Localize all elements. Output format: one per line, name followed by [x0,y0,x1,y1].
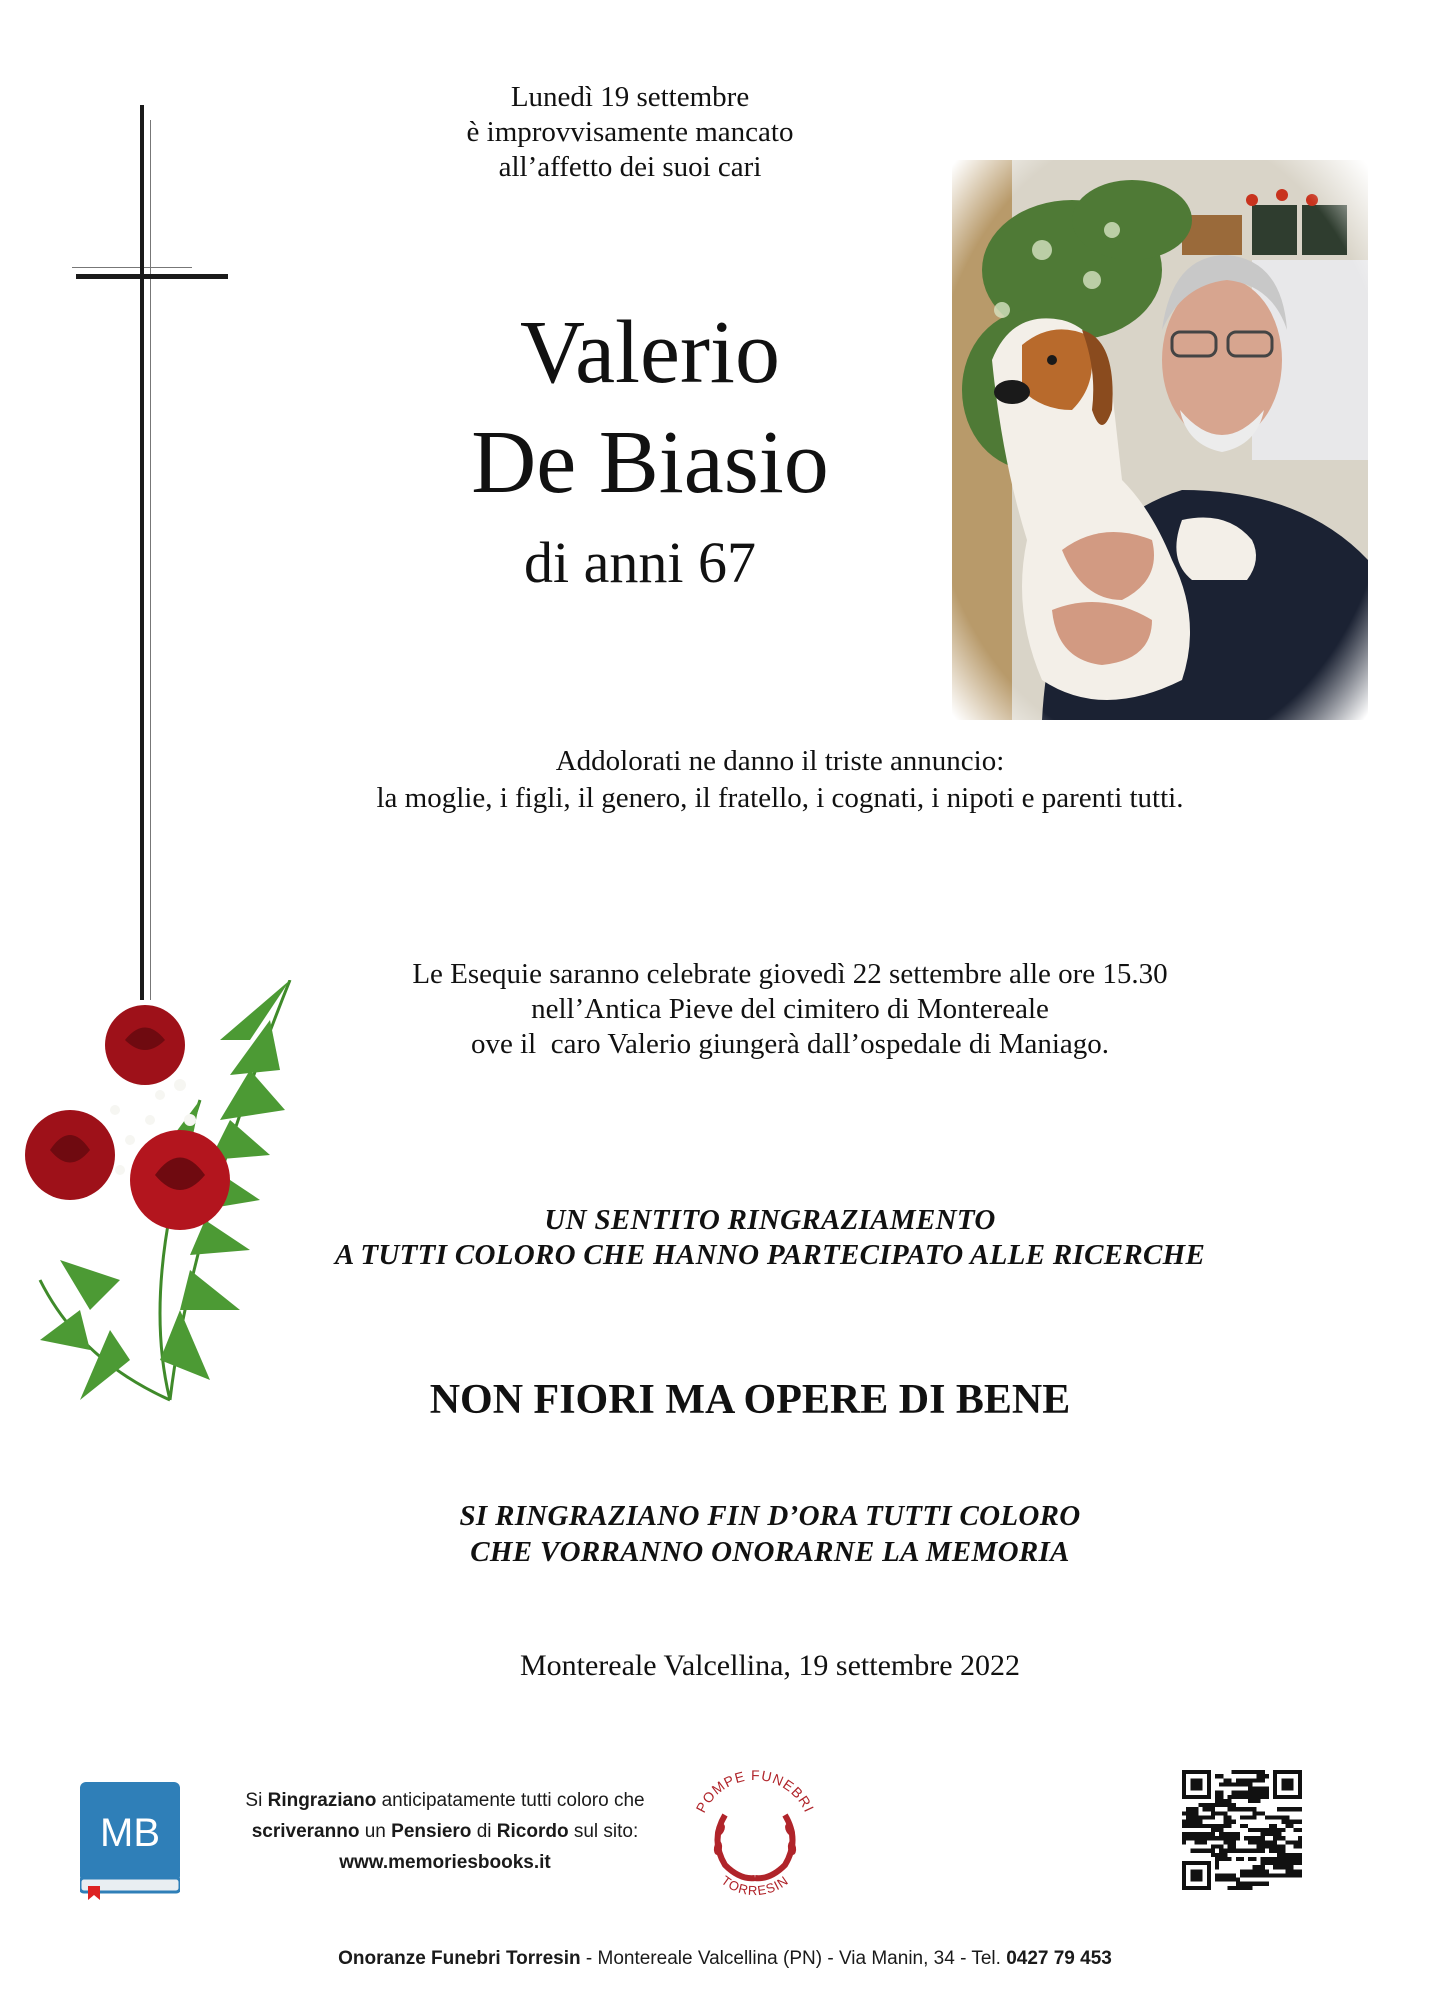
memoriesbooks-text [205,1785,685,1878]
footer-phone: 0427 79 453 [1006,1948,1112,1969]
cross-vertical [140,105,144,1000]
funeral-line-2: nell’Antica Pieve del cimitero di Montereale [531,993,1049,1025]
memories-text-part: anticipatamente tutti coloro che [376,1790,645,1811]
gratitude-line-2: CHE VORRANNO ONORARNE LA MEMORIA [470,1536,1070,1568]
roses-bouquet [20,980,310,1420]
intro-line-3: all’affetto dei suoi cari [498,151,762,183]
gratitude-notice [340,1498,1200,1570]
cross-shadow-horizontal [72,267,192,268]
footer-company: Onoranze Funebri Torresin [338,1948,581,1969]
thanks-line-1: UN SENTITO RINGRAZIAMENTO [544,1204,996,1236]
memories-url-line [205,1847,685,1878]
memories-line-2 [205,1816,685,1847]
announcement-line-1: Addolorati ne danno il triste annuncio: [555,745,1005,777]
memories-text-part: un [359,1821,392,1842]
cross-shadow-vertical [150,120,151,1000]
memories-text-part: di [471,1821,497,1842]
seal-bottom-path: TORRESIN [718,1872,792,1899]
thanks-line-2: A TUTTI COLORO CHE HANNO PARTECIPATO ALLE RICERCHE [334,1239,1206,1271]
deceased-age: di anni 67 [524,530,756,595]
seal-bottom-text [719,1873,792,1899]
footer [150,1948,1300,1970]
announcement-line-2: la moglie, i figli, il genero, il fratello, i cognati, i nipoti e parenti tutti. [376,782,1184,814]
deceased-name [400,298,900,518]
roses-illustration [20,980,310,1420]
portrait-illustration [952,160,1368,720]
last-name: De Biasio [471,413,829,512]
memories-text-bold: Pensiero [391,1821,472,1842]
memories-url-link[interactable]: www.memoriesbooks.it [339,1852,551,1873]
cross-horizontal [76,274,228,279]
intro-text [380,80,880,185]
intro-line-1: Lunedì 19 settembre [510,81,750,113]
intro-line-2: è improvvisamente mancato [466,116,794,148]
no-flowers-notice: NON FIORI MA OPERE DI BENE [429,1377,1071,1423]
seal-top-text [693,1767,818,1815]
gratitude-line-1: SI RINGRAZIANO FIN D’ORA TUTTI COLORO [459,1500,1081,1532]
pompe-funebri-seal [680,1760,830,1910]
memories-text-bold: Ricordo [496,1821,569,1842]
footer-address: - Montereale Valcellina (PN) - Via Manin, 34 - Tel. [580,1948,1007,1969]
funeral-line-1: Le Esequie saranno celebrate giovedì 22 settembre alle ore 15.30 [412,958,1168,990]
portrait-photo [952,160,1368,720]
logo-text: MB [100,1811,160,1855]
announcement [240,743,1320,817]
memories-text-part: sul sito: [568,1821,639,1842]
qr-code[interactable] [1182,1770,1302,1890]
memories-line-1 [205,1785,685,1816]
funeral-info [260,957,1320,1062]
memories-text-part: Si [245,1790,268,1811]
seal-icon [680,1760,830,1910]
memories-text-bold: scriveranno [251,1821,360,1842]
search-thanks [240,1203,1300,1273]
first-name: Valerio [520,303,780,402]
place-date: Montereale Valcellina, 19 settembre 2022 [519,1649,1021,1682]
book-icon [80,1782,180,1900]
memories-text-bold: Ringraziano [267,1790,377,1811]
qr-code-icon [1182,1770,1302,1890]
funeral-line-3: ove il caro Valerio giungerà dall’ospedale di Maniago. [470,1028,1110,1060]
memoriesbooks-logo [80,1782,180,1900]
seal-top-path: POMPE FUNEBRI [692,1766,818,1816]
